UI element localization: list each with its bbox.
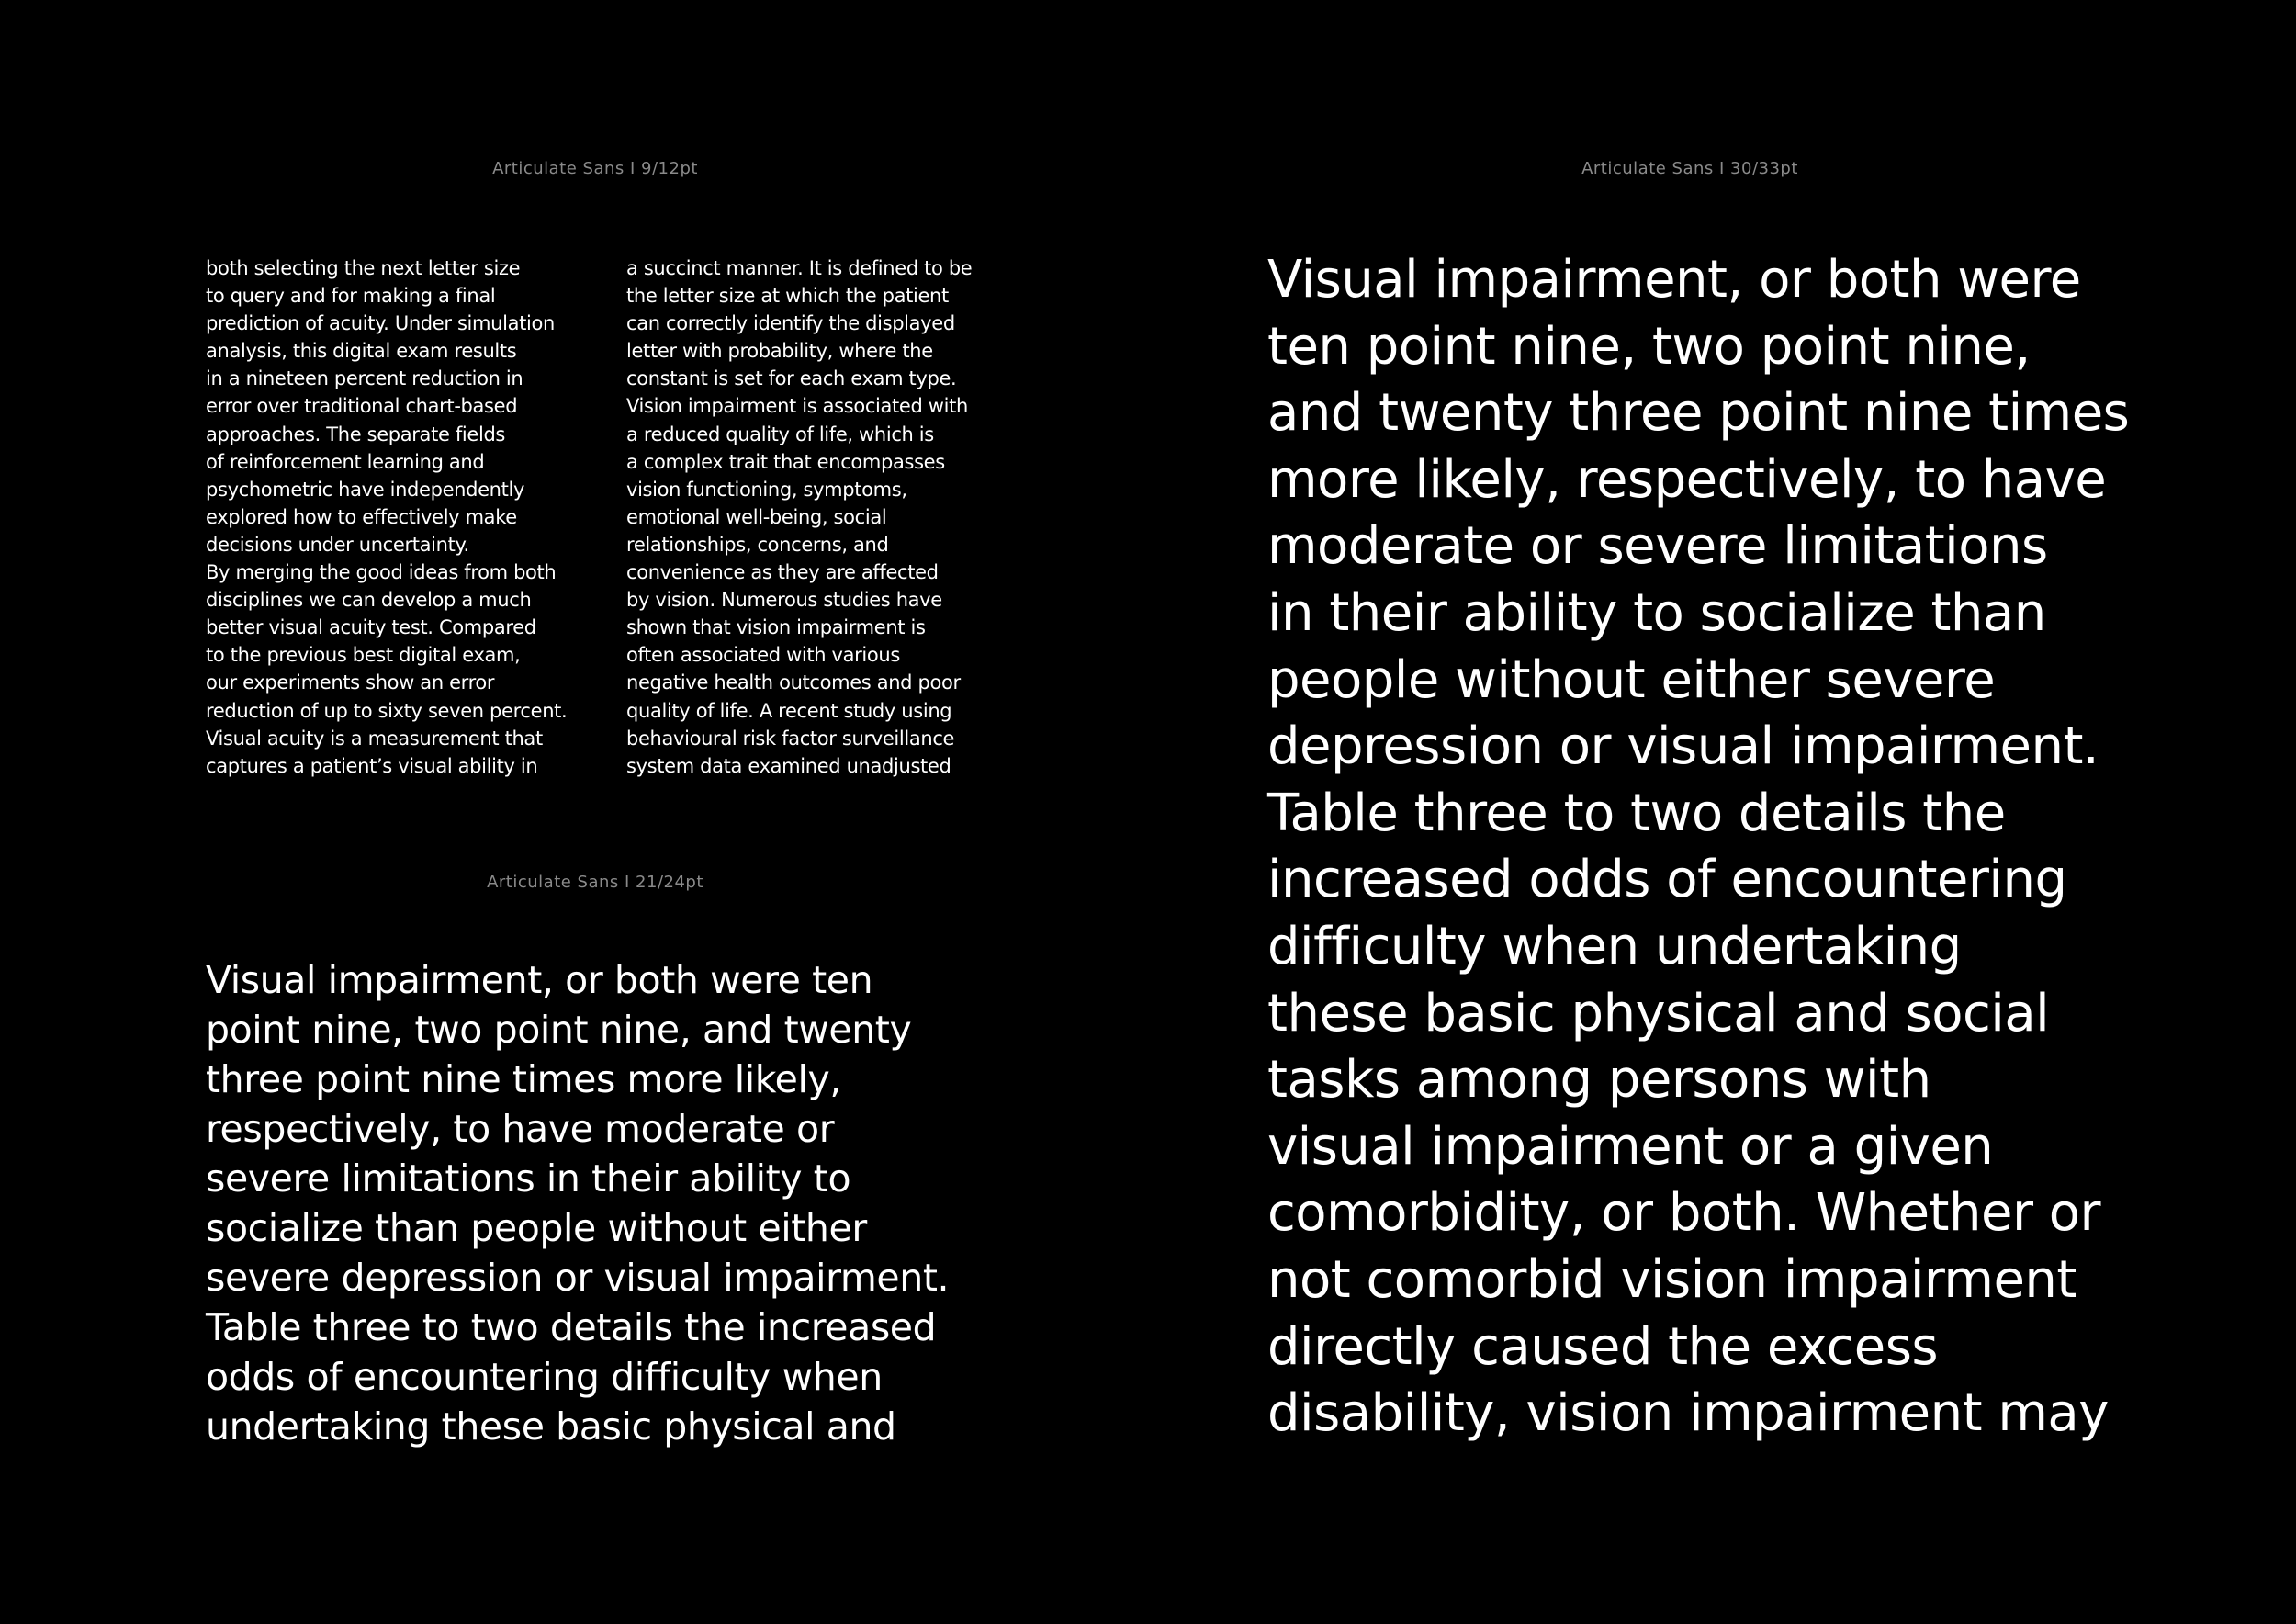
text-line: error over traditional chart-based: [206, 395, 518, 418]
text-line: point nine, two point nine, and twenty: [206, 1008, 912, 1052]
text-line: a succinct manner. It is defined to be: [626, 257, 973, 279]
caption-30-33pt: Articulate Sans I 30/33pt: [1581, 159, 1798, 178]
text-line: of reinforcement learning and: [206, 450, 485, 473]
text-line: quality of life. A recent study using: [626, 699, 952, 722]
text-line: directly caused the excess: [1267, 1316, 1939, 1377]
text-line: both selecting the next letter size: [206, 257, 521, 279]
text-line: behavioural risk factor surveillance: [626, 727, 955, 750]
text-line: not comorbid vision impairment: [1267, 1249, 2077, 1310]
text-line: more likely, respectively, to have: [1267, 449, 2107, 510]
text-line: ten point nine, two point nine,: [1267, 316, 2031, 377]
text-line: convenience as they are affected: [626, 561, 939, 584]
text-line: people without either severe: [1267, 649, 1996, 710]
text-line: moderate or severe limitations: [1267, 516, 2048, 577]
text-line: by vision. Numerous studies have: [626, 589, 942, 612]
caption-21-24pt: Articulate Sans I 21/24pt: [487, 873, 703, 892]
text-line: system data examined unadjusted: [626, 754, 951, 777]
text-line: decisions under uncertainty.: [206, 533, 469, 556]
text-line: these basic physical and social: [1267, 983, 2050, 1043]
text-line: socialize than people without either: [206, 1206, 867, 1250]
text-line: Vision impairment is associated with: [626, 395, 968, 418]
text-line: psychometric have independently: [206, 478, 525, 501]
sample-text-30-33pt: [1267, 247, 2259, 1448]
text-line: difficulty when undertaking: [1267, 916, 1962, 976]
body-text-column-2: [626, 254, 1012, 780]
text-line: often associated with various: [626, 644, 900, 667]
text-line: negative health outcomes and poor: [626, 671, 961, 694]
text-line: Visual impairment, or both were: [1267, 250, 2081, 310]
text-line: disciplines we can develop a much: [206, 589, 532, 612]
text-line: can correctly identify the displayed: [626, 312, 955, 335]
text-line: constant is set for each exam type.: [626, 367, 957, 390]
text-line: visual impairment or a given: [1267, 1116, 1994, 1177]
text-line: Visual acuity is a measurement that: [206, 727, 543, 750]
text-line: undertaking these basic physical and: [206, 1404, 896, 1449]
text-line: emotional well-being, social: [626, 505, 887, 528]
text-line: reduction of up to sixty seven percent.: [206, 699, 568, 722]
text-line: comorbidity, or both. Whether or: [1267, 1183, 2101, 1244]
text-line: severe depression or visual impairment.: [206, 1256, 950, 1300]
text-line: severe limitations in their ability to: [206, 1156, 851, 1201]
text-line: to query and for making a final: [206, 285, 496, 308]
text-line: shown that vision impairment is: [626, 616, 926, 639]
text-line: approaches. The separate fields: [206, 423, 506, 445]
text-line: vision functioning, symptoms,: [626, 478, 907, 501]
caption-9-12pt: Articulate Sans I 9/12pt: [492, 159, 698, 178]
text-line: in their ability to socialize than: [1267, 582, 2046, 643]
text-line: prediction of acuity. Under simulation: [206, 312, 555, 335]
text-line: By merging the good ideas from both: [206, 561, 557, 584]
text-line: in a nineteen percent reduction in: [206, 367, 523, 390]
text-line: a reduced quality of life, which is: [626, 423, 934, 445]
text-line: letter with probability, where the: [626, 340, 933, 363]
text-line: Table three to two details the: [1267, 783, 2006, 843]
text-line: three point nine times more likely,: [206, 1057, 841, 1101]
text-line: depression or visual impairment.: [1267, 716, 2099, 777]
text-line: the letter size at which the patient: [626, 285, 949, 308]
text-line: better visual acuity test. Compared: [206, 616, 536, 639]
text-line: Table three to two details the increased: [206, 1305, 937, 1349]
text-line: captures a patient’s visual ability in: [206, 754, 538, 777]
text-line: odds of encountering difficulty when: [206, 1355, 883, 1399]
text-line: respectively, to have moderate or: [206, 1107, 835, 1151]
text-line: disability, vision impairment may: [1267, 1383, 2109, 1444]
text-line: our experiments show an error: [206, 671, 495, 694]
text-line: a complex trait that encompasses: [626, 450, 945, 473]
text-line: Visual impairment, or both were ten: [206, 958, 873, 1002]
sample-text-21-24pt: [206, 955, 1014, 1451]
text-line: to the previous best digital exam,: [206, 644, 521, 667]
text-line: increased odds of encountering: [1267, 850, 2067, 910]
text-line: explored how to effectively make: [206, 505, 517, 528]
text-line: and twenty three point nine times: [1267, 383, 2130, 444]
text-line: tasks among persons with: [1267, 1050, 1931, 1111]
text-line: relationships, concerns, and: [626, 533, 889, 556]
body-text-column-1: [206, 254, 591, 780]
text-line: analysis, this digital exam results: [206, 340, 517, 363]
